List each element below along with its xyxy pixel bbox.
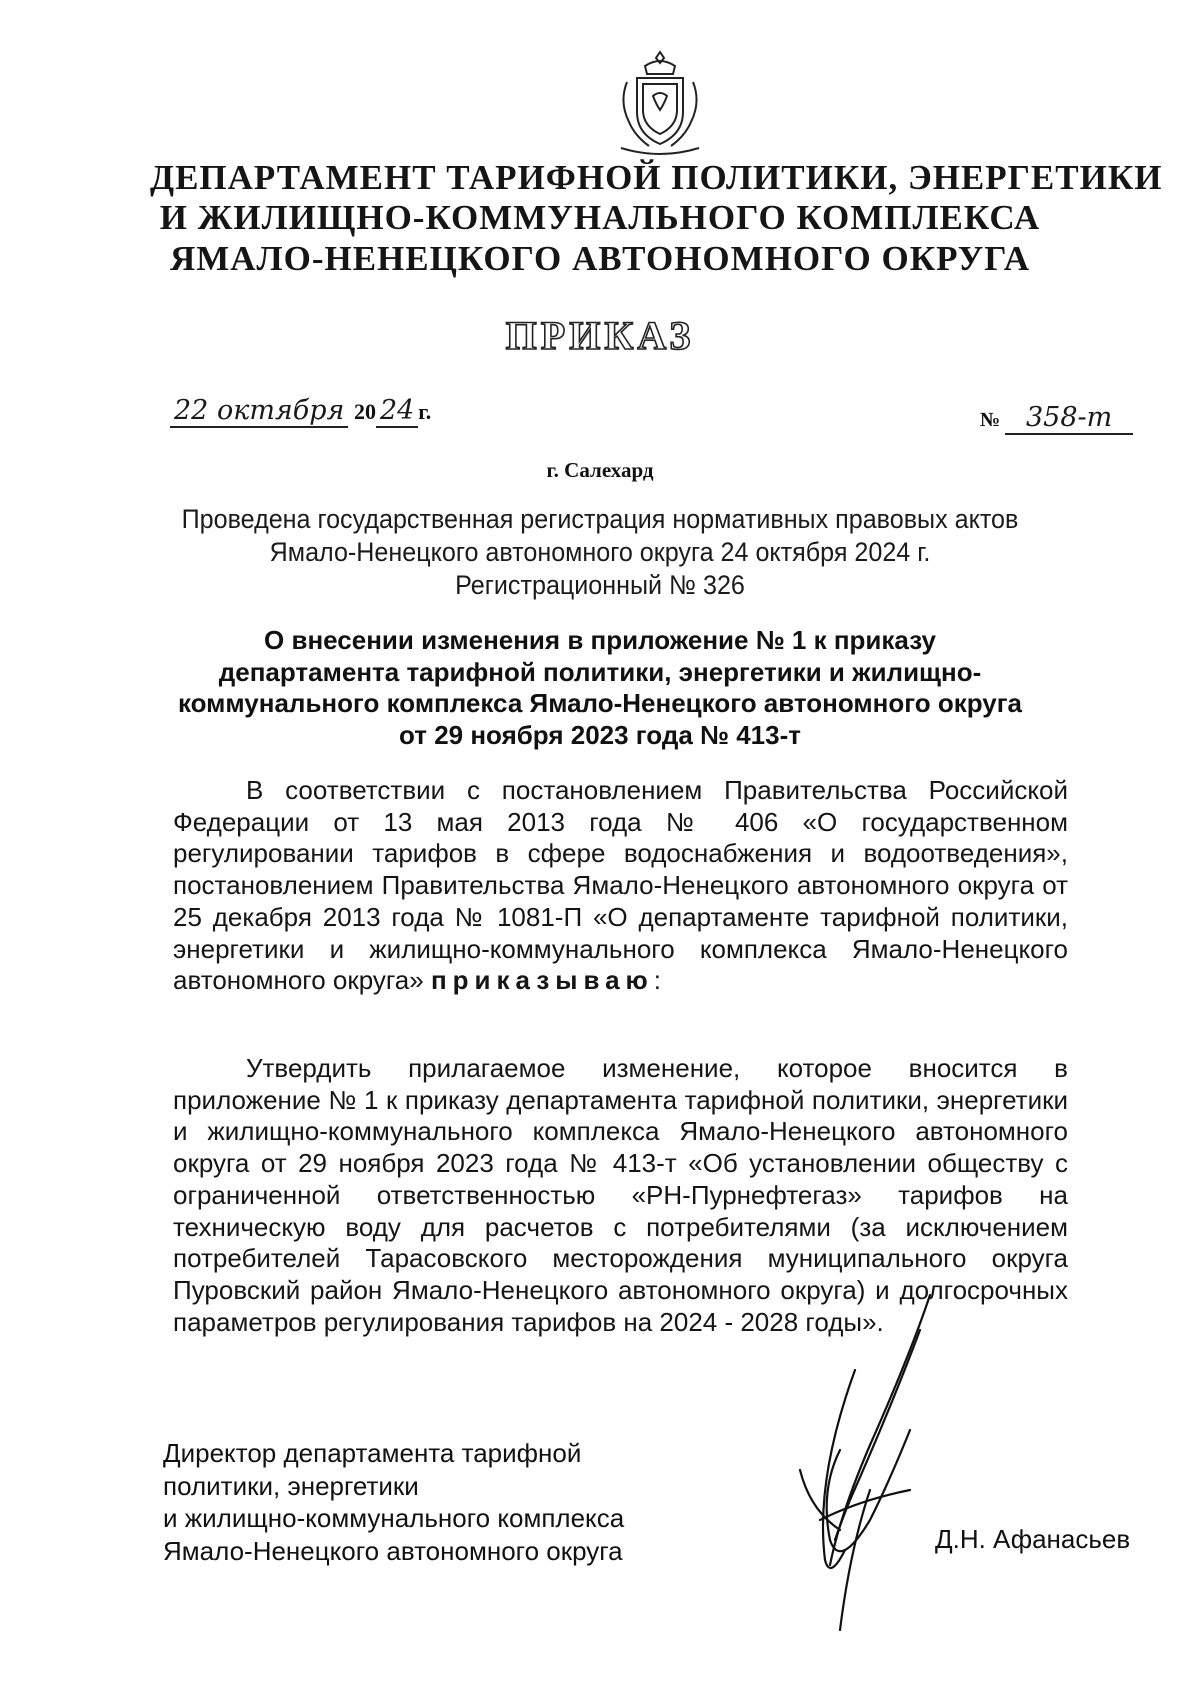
date-year-prefix: 20 [353, 399, 376, 424]
decree-word: приказываю [430, 965, 654, 996]
preamble-paragraph [173, 775, 1068, 997]
signatory-title-line: политики, энергетики [163, 1470, 419, 1501]
signatory-name: Д.Н. Афанасьев [935, 1524, 1131, 1554]
registration-line: Регистрационный № 326 [455, 569, 745, 600]
department-line: ЯМАЛО-НЕНЕЦКОГО АВТОНОМНОГО ОКРУГА [169, 238, 1031, 278]
department-header [150, 158, 1163, 279]
coat-of-arms-icon [615, 48, 705, 158]
city: г. Салехард [546, 458, 654, 482]
order-number [980, 402, 1133, 435]
preamble-text: В соответствии с постановлением Правительства Российской Федерации от 13 мая 2013 года № 406 «О государственном регулировании тарифов в сфере водоснабжения и водоотведения», постановлением Правительства Ямало-Ненецкого автономного округа от 25 декабря 2013 года № 1081-П «О департаменте тарифной политики, энергетики и жилищно-коммунального комплекса Ямало-Ненецкого автономного округа» [173, 775, 1068, 996]
registration-stamp [182, 503, 1019, 602]
date-g: г. [418, 399, 432, 424]
resolution-text: Утвердить прилагаемое изменение, которое вносится в приложение № 1 к приказу департамента тарифной политики, энергетики и жилищно-коммунального комплекса Ямало-Ненецкого автономного округа от 29 ноября 2023 года № 413-т «Об установлении обществу с ограниченной ответственностью «РН-Пурнефтегаз» тарифов на техническую воду для расчетов с потребителями (за исключением потребителей Тарасовского месторождения муниципального округа Пуровский район Ямало-Ненецкого автономного округа) и долгосрочных параметров регулирования тарифов на 2024 - 2028 годы». [173, 1053, 1068, 1337]
signatory-title [163, 1437, 624, 1567]
title-line: департамента тарифной политики, энергетики и жилищно- [218, 656, 982, 687]
number-value: 358-т [1005, 402, 1133, 435]
date-day-month: 22 октября [170, 395, 348, 428]
title-line: коммунального комплекса Ямало-Ненецкого автономного округа [177, 688, 1023, 719]
order-date [170, 395, 431, 428]
number-label: № [980, 409, 1001, 431]
department-line: ДЕПАРТАМЕНТ ТАРИФНОЙ ПОЛИТИКИ, ЭНЕРГЕТИКИ [150, 158, 1163, 197]
signatory-title-line: Ямало-Ненецкого автономного округа [163, 1535, 623, 1566]
decree-colon: : [653, 965, 661, 996]
registration-line: Ямало-Ненецкого автономного округа 24 октября 2024 г. [269, 536, 931, 567]
signatory-title-line: и жилищно-коммунального комплекса [163, 1503, 625, 1533]
document-title [150, 625, 1050, 752]
document-type: ПРИКАЗ [505, 313, 695, 358]
registration-line: Проведена государственная регистрация нормативных правовых актов [181, 504, 1019, 534]
signatory-title-line: Директор департамента тарифной [163, 1438, 582, 1468]
department-line: И ЖИЛИЩНО-КОММУНАЛЬНОГО КОМПЛЕКСА [159, 198, 1041, 238]
signature-icon [780, 1290, 980, 1635]
date-year-suffix: 24 [376, 395, 418, 428]
title-line: от 29 ноября 2023 года № 413-т [399, 720, 801, 751]
title-line: О внесении изменения в приложение № 1 к приказу [264, 625, 936, 655]
